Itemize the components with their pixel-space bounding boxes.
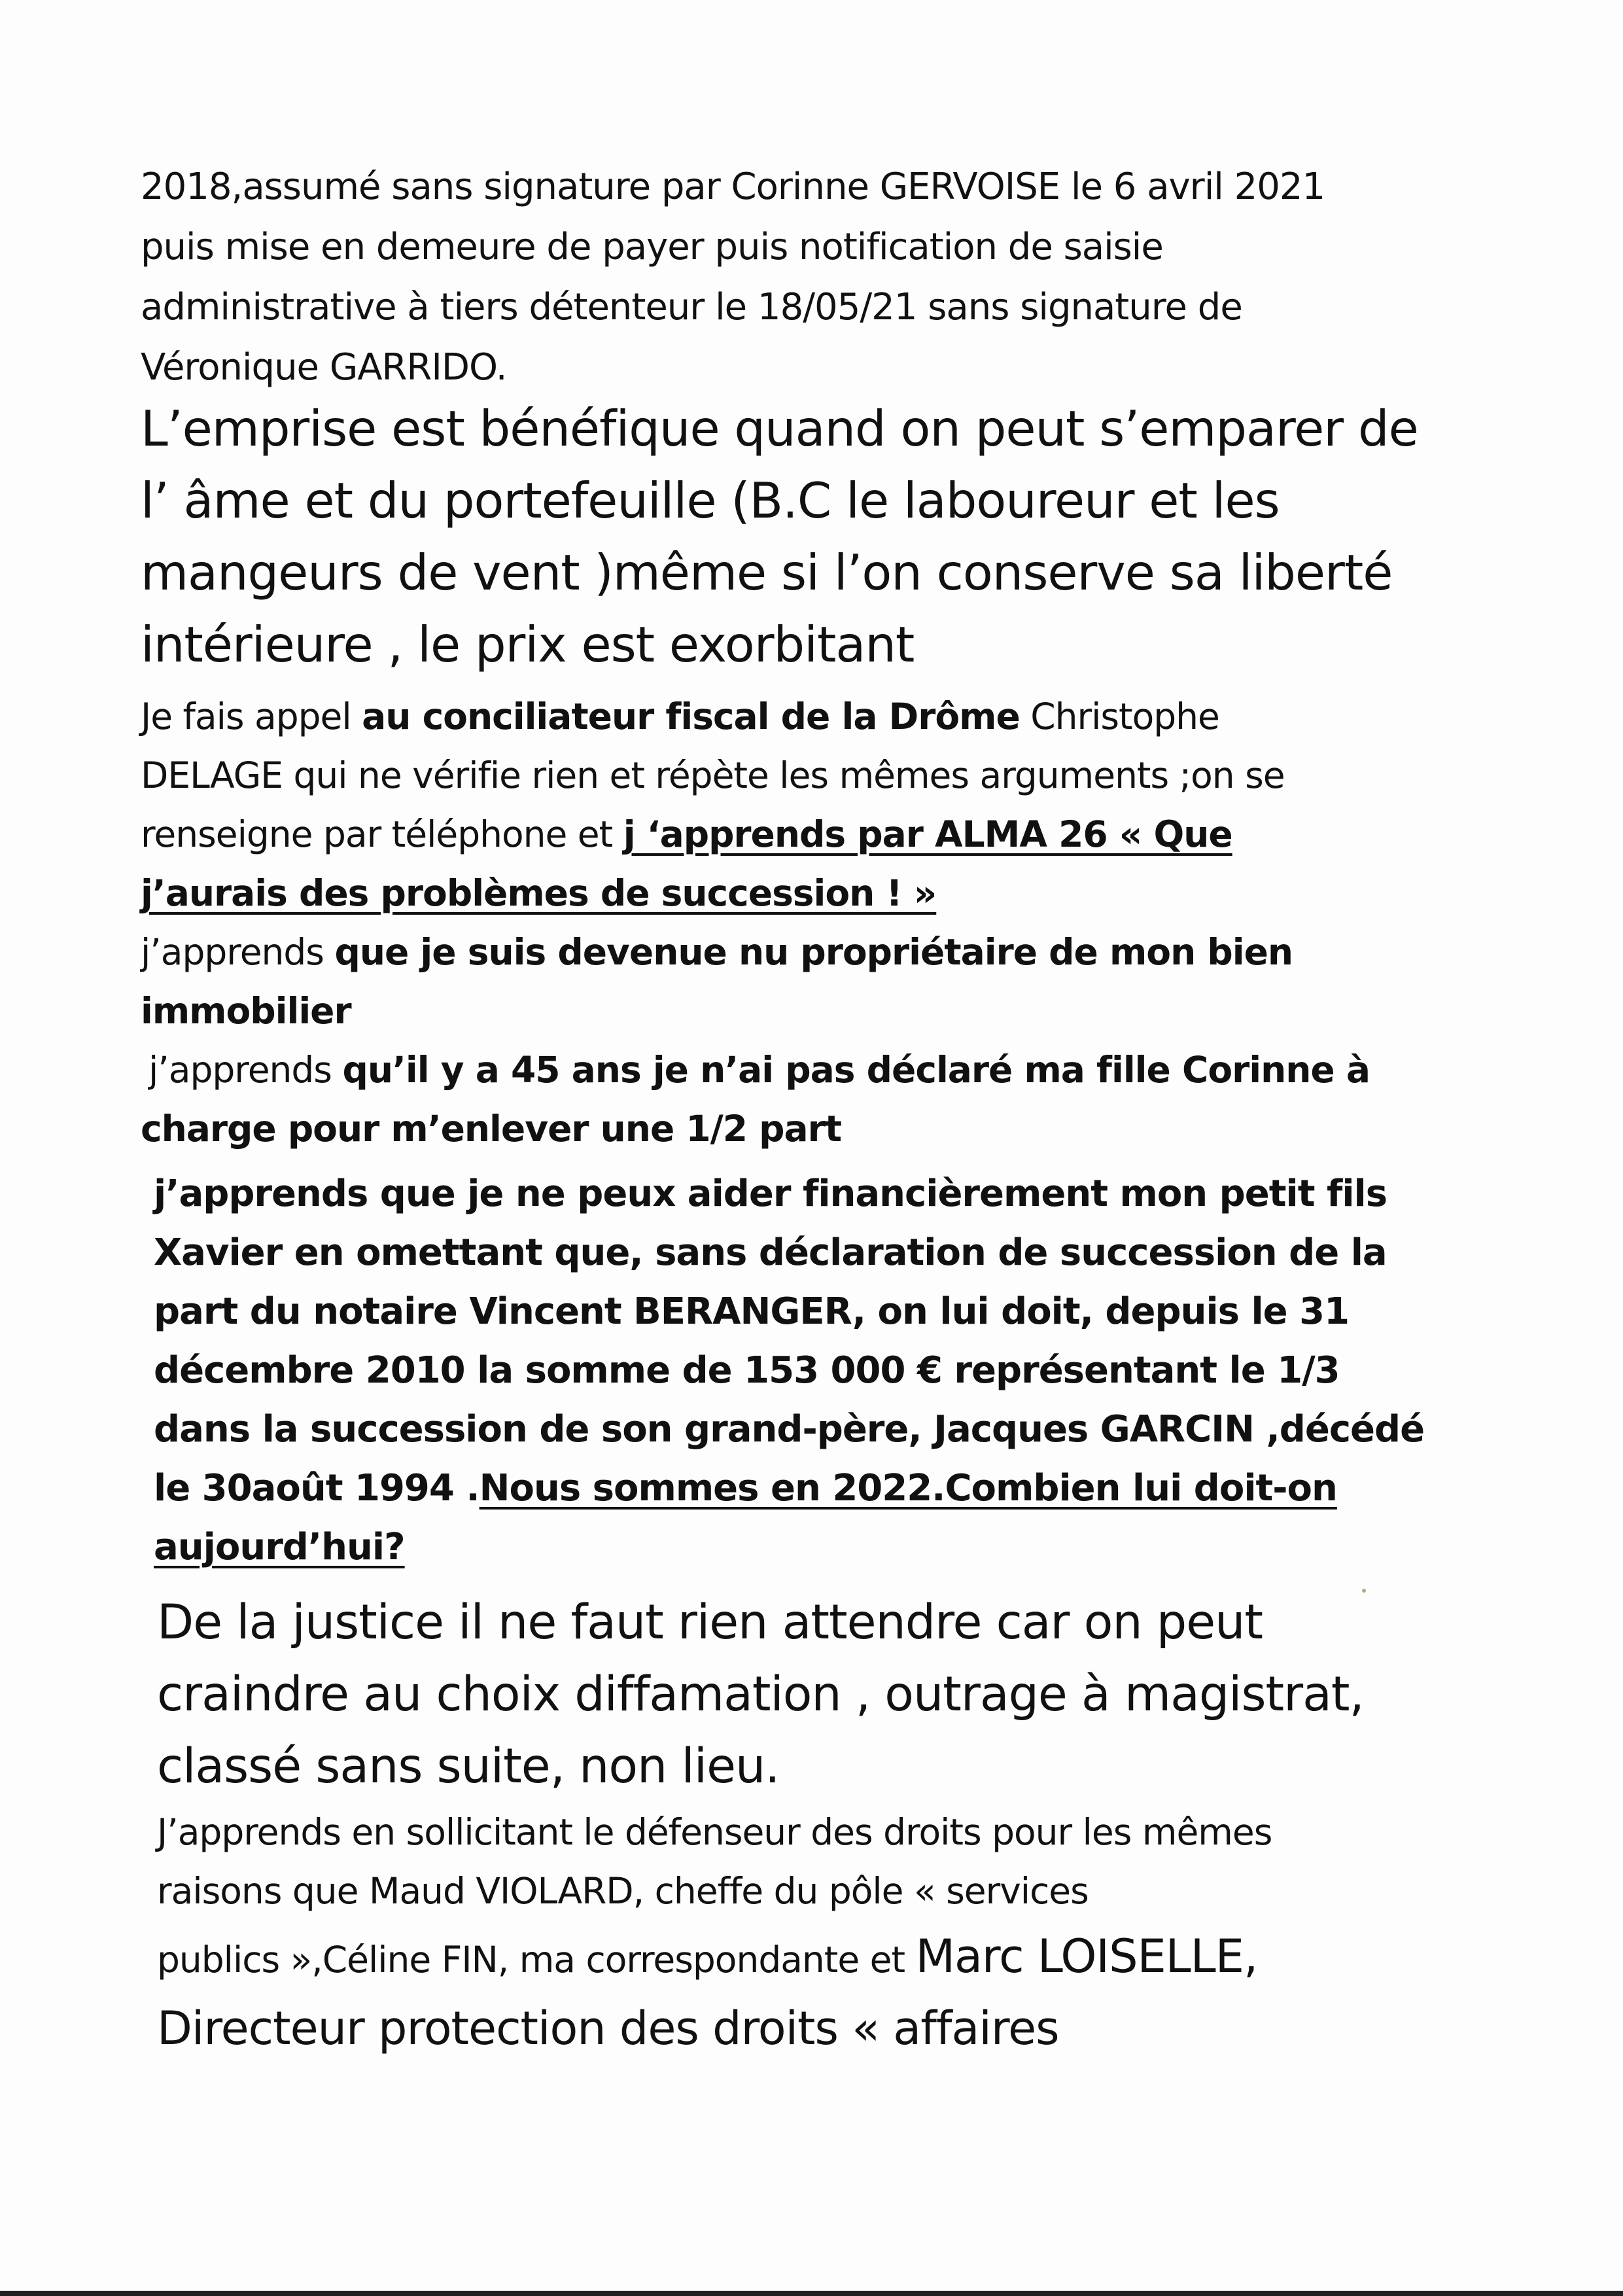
text-span: Je fais appel [141, 696, 362, 737]
text-line: DELAGE qui ne vérifie rien et répète les mêmes arguments ;on se [141, 754, 1285, 796]
bold-span: que je suis devenue nu propriétaire de mon bien [334, 931, 1293, 973]
text-span: publics »,Céline FIN, ma correspondante et [157, 1939, 916, 1981]
text-line [141, 1040, 1527, 1099]
text-line [154, 1400, 1541, 1459]
underlined-span: Nous sommes en 2022.Combien lui doit-on [479, 1467, 1337, 1510]
text-span: renseigne par téléphone et [141, 813, 623, 855]
text-line [154, 1341, 1541, 1400]
underlined-span: j’aurais des problèmes de succession ! » [141, 872, 937, 914]
text-line [157, 1920, 1544, 1996]
text-line: puis mise en demeure de payer puis notification de saisie [141, 226, 1163, 268]
text-line: J’apprends en sollicitant le défenseur des droits pour les mêmes [157, 1811, 1272, 1853]
bold-span: le 30août 1994 . [154, 1467, 480, 1510]
text-span: Marc LOISELLE, [915, 1930, 1258, 1983]
bold-span: au conciliateur fiscal de la Drôme [362, 696, 1020, 737]
text-line: Véronique GARRIDO. [141, 346, 507, 389]
text-line [141, 805, 1527, 864]
bold-span: dans la succession de son grand-père, Jacques GARCIN ,décédé [154, 1408, 1425, 1451]
text-line: Directeur protection des droits « affaires [157, 2002, 1059, 2055]
bold-span: part du notaire Vincent BERANGER, on lui doit, depuis le 31 [154, 1290, 1350, 1333]
text-line [154, 1282, 1541, 1341]
paragraph-conciliateur [141, 687, 1527, 1158]
text-line: craindre au choix diffamation , outrage à magistrat, [157, 1667, 1364, 1722]
paragraph-emprise [141, 393, 1527, 680]
text-line: raisons que Maud VIOLARD, cheffe du pôle « services [157, 1870, 1089, 1912]
text-span: j’apprends [148, 1049, 343, 1091]
paragraph-succession [154, 1165, 1541, 1577]
paragraph-justice [157, 1587, 1544, 1803]
bold-span: charge pour m’enlever une 1/2 part [141, 1108, 842, 1150]
text-line: classé sans suite, non lieu. [157, 1739, 780, 1794]
text-line [141, 864, 1527, 923]
paragraph-defenseur [157, 1803, 1544, 2061]
text-line: 2018,assumé sans signature par Corinne GERVOISE le 6 avril 2021 [141, 166, 1325, 208]
bold-span: j’apprends que je ne peux aider financièrement mon petit fils [154, 1173, 1387, 1215]
text-line [141, 1099, 1527, 1158]
text-line [154, 1518, 1541, 1577]
text-span: j’apprends [141, 931, 335, 973]
text-line [154, 1459, 1541, 1518]
text-span: Christophe [1019, 696, 1219, 737]
text-line [141, 981, 1527, 1040]
scan-speck [1362, 1589, 1366, 1593]
text-line: L’emprise est bénéfique quand on peut s’emparer de [141, 400, 1418, 457]
text-line [141, 923, 1527, 981]
text-line: De la justice il ne faut rien attendre car on peut [157, 1595, 1263, 1650]
text-line: l’ âme et du portefeuille (B.C le laboureur et les [141, 472, 1280, 529]
text-line [141, 687, 1527, 746]
text-line [154, 1165, 1541, 1224]
text-line [154, 1224, 1541, 1282]
bold-span: décembre 2010 la somme de 153 000 € représentant le 1/3 [154, 1349, 1340, 1392]
text-line: mangeurs de vent )même si l’on conserve sa liberté [141, 544, 1393, 601]
bold-span: qu’il y a 45 ans je n’ai pas déclaré ma fille Corinne à [342, 1049, 1370, 1091]
bold-span: Xavier en omettant que, sans déclaration de succession de la [154, 1231, 1387, 1274]
underlined-span: aujourd’hui? [154, 1526, 405, 1568]
text-line: administrative à tiers détenteur le 18/05/21 sans signature de [141, 286, 1242, 328]
scan-edge [0, 2291, 1623, 2296]
bold-span: immobilier [141, 990, 351, 1032]
text-line: intérieure , le prix est exorbitant [141, 616, 915, 673]
underlined-span: j ‘apprends par ALMA 26 « Que [623, 813, 1232, 855]
paragraph-intro [141, 157, 1527, 398]
